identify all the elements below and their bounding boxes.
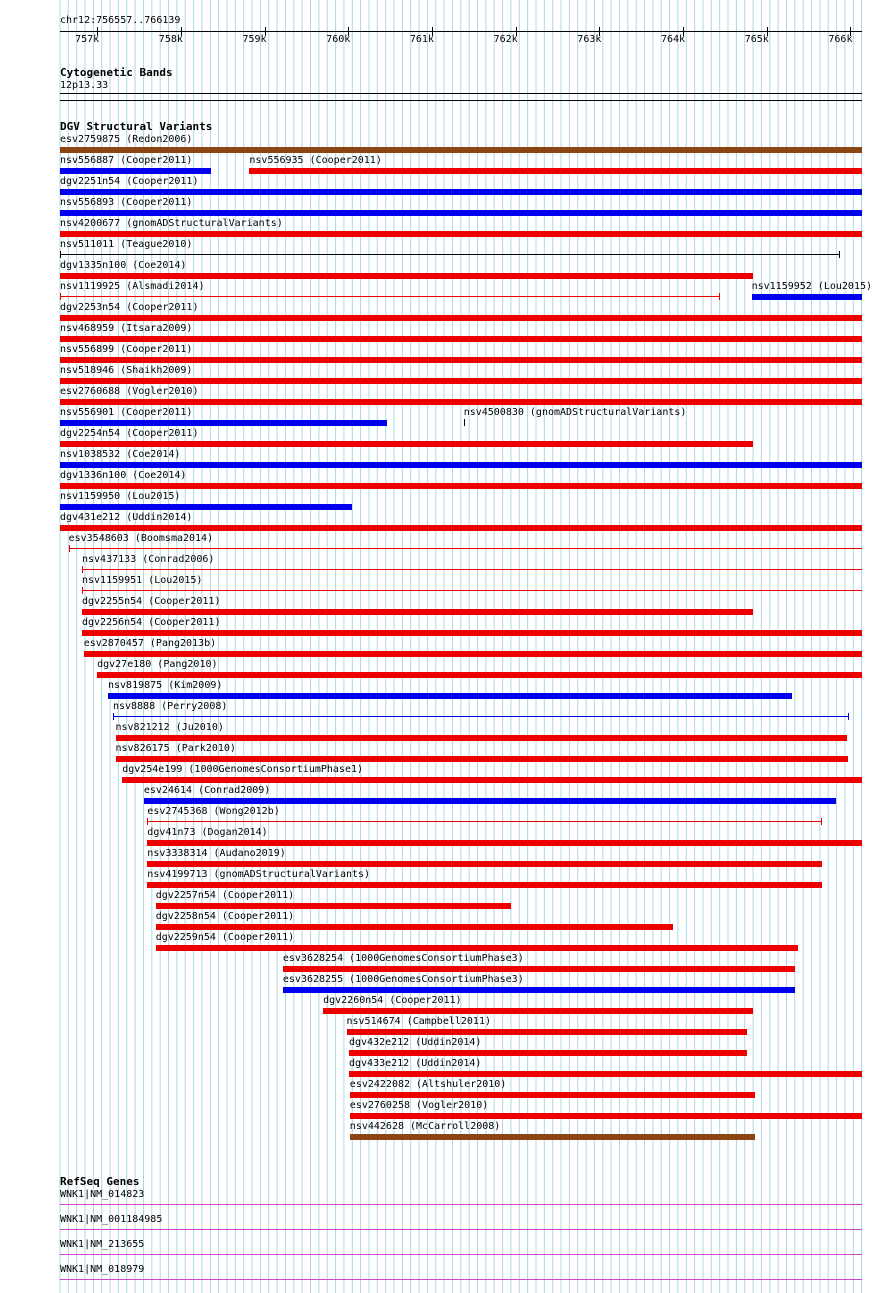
variant-bar[interactable]: [82, 590, 862, 591]
variant-bar[interactable]: [249, 168, 862, 174]
variant-bar[interactable]: [147, 821, 822, 822]
gene-label[interactable]: WNK1|NM_213655: [60, 1239, 145, 1250]
variant-label[interactable]: nsv1159950 (Lou2015): [60, 491, 181, 502]
variant-label[interactable]: nsv1119925 (Alsmadi2014): [60, 281, 205, 292]
gene-label[interactable]: WNK1|NM_001184985: [60, 1214, 163, 1225]
variant-bar[interactable]: [147, 882, 822, 888]
variant-label[interactable]: nsv826175 (Park2010): [115, 743, 236, 754]
variant-label[interactable]: dgv2257n54 (Cooper2011): [155, 890, 295, 901]
variant-label[interactable]: esv2759875 (Redon2006): [60, 134, 193, 145]
variant-bar[interactable]: [60, 483, 862, 489]
variant-label[interactable]: dgv432e212 (Uddin2014): [349, 1037, 482, 1048]
variant-label[interactable]: dgv2254n54 (Cooper2011): [60, 428, 199, 439]
variant-label[interactable]: nsv468959 (Itsara2009): [60, 323, 193, 334]
variant-label[interactable]: nsv1159951 (Lou2015): [82, 575, 203, 586]
variant-bar[interactable]: [283, 987, 795, 993]
variant-bar[interactable]: [283, 966, 795, 972]
variant-label[interactable]: nsv518946 (Shaikh2009): [60, 365, 193, 376]
variant-bar[interactable]: [60, 357, 862, 363]
ruler-tick-label: 762k: [493, 34, 518, 45]
variant-bar[interactable]: [60, 441, 753, 447]
variant-label[interactable]: dgv2260n54 (Cooper2011): [323, 995, 462, 1006]
variant-label[interactable]: nsv437133 (Conrad2006): [82, 554, 215, 565]
variant-bar[interactable]: [60, 147, 862, 153]
variant-bar[interactable]: [116, 756, 848, 762]
variant-label[interactable]: esv24614 (Conrad2009): [143, 785, 271, 796]
variant-bar[interactable]: [349, 1050, 747, 1056]
variant-bar[interactable]: [156, 945, 798, 951]
location-label: chr12:756557..766139: [60, 15, 181, 26]
variant-bar[interactable]: [60, 462, 862, 468]
variant-label[interactable]: dgv2255n54 (Cooper2011): [82, 596, 221, 607]
ruler-tick-label: 758k: [158, 34, 183, 45]
variant-bar[interactable]: [84, 651, 862, 657]
variant-bar[interactable]: [147, 840, 862, 846]
variant-label[interactable]: dgv431e212 (Uddin2014): [60, 512, 193, 523]
variant-label[interactable]: nsv819875 (Kim2009): [108, 680, 223, 691]
variant-label[interactable]: esv2760688 (Vogler2010): [60, 386, 199, 397]
variant-label[interactable]: nsv1038532 (Coe2014): [60, 449, 181, 460]
variant-bar[interactable]: [60, 254, 840, 255]
variant-label[interactable]: nsv821212 (Ju2010): [115, 722, 224, 733]
ruler-tick-label: 760k: [326, 34, 351, 45]
variant-label[interactable]: nsv4200677 (gnomADStructuralVariants): [60, 218, 283, 229]
gene-model-line[interactable]: [60, 1254, 862, 1255]
variant-label[interactable]: nsv4500830 (gnomADStructuralVariants): [463, 407, 687, 418]
variant-label[interactable]: dgv41n73 (Dogan2014): [147, 827, 268, 838]
variant-label[interactable]: nsv556935 (Cooper2011): [249, 155, 382, 166]
variant-bar[interactable]: [60, 420, 387, 426]
variant-bar[interactable]: [347, 1029, 747, 1035]
variant-label[interactable]: dgv254e199 (1000GenomesConsortiumPhase1): [122, 764, 364, 775]
gene-label[interactable]: WNK1|NM_014823: [60, 1189, 145, 1200]
cytoband-label: 12p13.33: [60, 80, 109, 91]
dgv-track-title: DGV Structural Variants: [60, 120, 213, 133]
variant-bar[interactable]: [156, 924, 673, 930]
variant-bar[interactable]: [82, 569, 862, 570]
variant-label[interactable]: esv3628255 (1000GenomesConsortiumPhase3): [282, 974, 524, 985]
gene-model-line[interactable]: [60, 1279, 862, 1280]
variant-bar[interactable]: [350, 1134, 755, 1140]
variant-bar[interactable]: [122, 777, 862, 783]
variant-label[interactable]: dgv2251n54 (Cooper2011): [60, 176, 199, 187]
variant-label[interactable]: nsv556887 (Cooper2011): [60, 155, 193, 166]
variant-bar[interactable]: [60, 273, 753, 279]
variant-bar[interactable]: [349, 1071, 862, 1077]
variant-bar[interactable]: [60, 336, 862, 342]
variant-label[interactable]: nsv556893 (Cooper2011): [60, 197, 193, 208]
variant-bar[interactable]: [60, 378, 862, 384]
variant-bar[interactable]: [752, 294, 862, 300]
variant-label[interactable]: nsv514674 (Campbell2011): [346, 1016, 491, 1027]
variant-label[interactable]: dgv433e212 (Uddin2014): [349, 1058, 482, 1069]
variant-bar[interactable]: [156, 903, 511, 909]
ruler-tick-label: 766k: [828, 34, 853, 45]
variant-bar[interactable]: [464, 422, 466, 423]
variant-label[interactable]: dgv1336n100 (Coe2014): [60, 470, 187, 481]
variant-bar[interactable]: [113, 716, 849, 717]
variant-bar[interactable]: [82, 609, 753, 615]
variant-label[interactable]: nsv556901 (Cooper2011): [60, 407, 193, 418]
ruler-tick-label: 763k: [577, 34, 602, 45]
variant-label[interactable]: dgv27e180 (Pang2010): [97, 659, 218, 670]
variant-bar[interactable]: [60, 525, 862, 531]
variant-bar[interactable]: [82, 630, 862, 636]
variant-label[interactable]: esv2745368 (Wong2012b): [147, 806, 280, 817]
variant-label[interactable]: dgv2258n54 (Cooper2011): [155, 911, 295, 922]
ruler-tick-label: 764k: [661, 34, 686, 45]
variant-label[interactable]: esv2760258 (Vogler2010): [349, 1100, 489, 1111]
variant-bar[interactable]: [60, 210, 862, 216]
variant-label[interactable]: nsv556899 (Cooper2011): [60, 344, 193, 355]
cytoband-track-title: Cytogenetic Bands: [60, 66, 173, 79]
variant-bar[interactable]: [97, 672, 862, 678]
variant-bar[interactable]: [350, 1113, 862, 1119]
variant-label[interactable]: nsv8888 (Perry2008): [113, 701, 228, 712]
variant-bar[interactable]: [147, 861, 822, 867]
variant-label[interactable]: esv2422082 (Altshuler2010): [349, 1079, 507, 1090]
variant-label[interactable]: nsv3338314 (Audano2019): [147, 848, 286, 859]
variant-bar[interactable]: [108, 693, 792, 699]
variant-label[interactable]: dgv1335n100 (Coe2014): [60, 260, 187, 271]
ruler-tick-label: 765k: [744, 34, 769, 45]
variant-label[interactable]: esv3548603 (Boomsma2014): [68, 533, 214, 544]
ruler-tick-label: 761k: [409, 34, 434, 45]
variant-label[interactable]: dgv2253n54 (Cooper2011): [60, 302, 199, 313]
gene-label[interactable]: WNK1|NM_018979: [60, 1264, 145, 1275]
variant-label[interactable]: nsv4199713 (gnomADStructuralVariants): [147, 869, 371, 880]
variant-label[interactable]: nsv442628 (McCarroll2008): [349, 1121, 501, 1132]
ruler-tick-label: 757k: [75, 34, 100, 45]
variant-bar[interactable]: [60, 168, 211, 174]
variant-bar[interactable]: [116, 735, 848, 741]
gene-model-line[interactable]: [60, 1204, 862, 1205]
variant-bar[interactable]: [323, 1008, 753, 1014]
variant-label[interactable]: nsv1159952 (Lou2015): [751, 281, 873, 292]
variant-label[interactable]: dgv2259n54 (Cooper2011): [155, 932, 295, 943]
variant-bar[interactable]: [144, 798, 836, 804]
track-divider: [60, 100, 862, 101]
variant-label[interactable]: esv2870457 (Pang2013b): [83, 638, 217, 649]
ruler-tick-label: 759k: [242, 34, 267, 45]
variant-bar[interactable]: [60, 399, 862, 405]
variant-label[interactable]: dgv2256n54 (Cooper2011): [82, 617, 221, 628]
variant-bar[interactable]: [350, 1092, 755, 1098]
gene-model-line[interactable]: [60, 1229, 862, 1230]
variant-label[interactable]: esv3628254 (1000GenomesConsortiumPhase3): [282, 953, 524, 964]
variant-label[interactable]: nsv511011 (Teague2010): [60, 239, 193, 250]
variant-bar[interactable]: [60, 231, 862, 237]
variant-bar[interactable]: [60, 315, 862, 321]
variant-bar[interactable]: [69, 548, 862, 549]
variant-bar[interactable]: [60, 189, 862, 195]
variant-bar[interactable]: [60, 504, 352, 510]
variant-bar[interactable]: [60, 296, 720, 297]
track-divider: [60, 93, 862, 94]
refseq-track-title: RefSeq Genes: [60, 1175, 140, 1188]
